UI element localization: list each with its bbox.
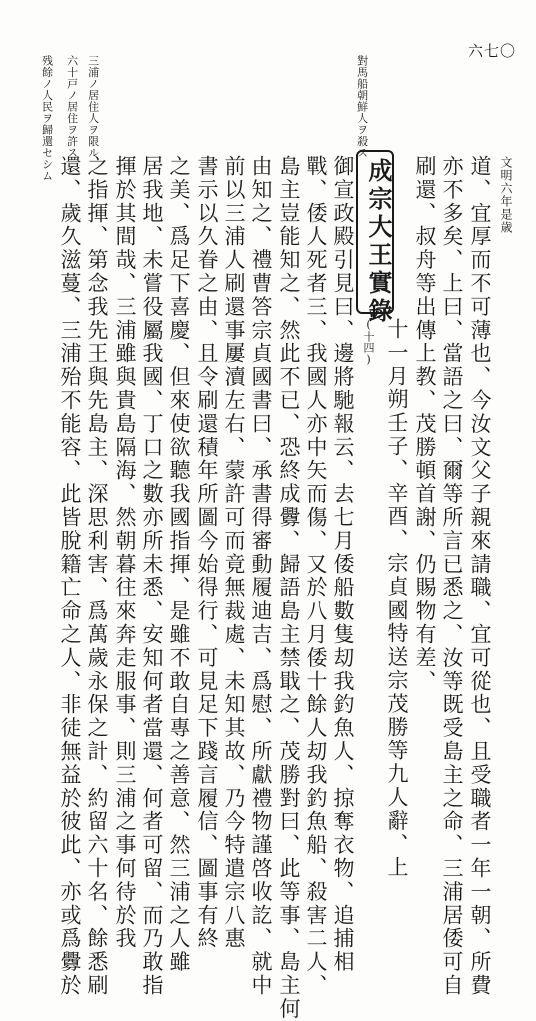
body-column: 十一月朔壬子、辛酉、宗貞國特送宗茂勝等九人辭、上 bbox=[385, 318, 409, 880]
page-number: 六七〇 bbox=[468, 42, 517, 60]
body-column: 島主豈能知之、然此不已、恐終成釁、歸語島主禁戢之、茂勝對曰、此等事、島主何 bbox=[277, 155, 301, 1021]
body-column: 揮於其間哉、三浦雖與貴島隔海、然朝暮往來奔走服事、則三浦之事何待於我 bbox=[113, 155, 137, 951]
shiroku-heading: 成宗大王實錄 bbox=[364, 158, 393, 326]
header-title: 文明六年是歳 bbox=[499, 156, 513, 234]
body-column: 御宣政殿引見曰、邊將馳報云、去七月倭船數隻刧我釣魚人、掠奪衣物、追捕相 bbox=[331, 155, 355, 974]
body-column: 之指揮、第念我先王與先島主、深思利害、爲萬歲永保之計、約留六十名、餘悉刷 bbox=[85, 155, 109, 998]
body-column: 還、歲久滋蔓、三浦殆不能容、此皆脫籍亡命之人、非徒無益於彼此、亦或爲釁於 bbox=[58, 155, 82, 998]
body-column: 戰、倭人死者三、我國人亦中矢而傷、又於八月倭十餘人刧我釣魚船、殺害二人、 bbox=[304, 155, 328, 998]
margin-note: 對馬船朝鮮人ヲ殺ス bbox=[355, 55, 369, 159]
body-column: 刷還、叔舟等出傳上教、茂勝頓首謝、仍賜物有差、 bbox=[413, 155, 437, 694]
margin-note: 三浦ノ居住人ヲ限ル bbox=[86, 55, 100, 159]
body-column: 前以三浦人刷還事屢瀆左右、蒙許可而竟無裁處、未知其故、乃今特遣宗八惠 bbox=[222, 155, 246, 951]
body-column: 書示以久眷之由、且令刷還積年所圖今始得行、可見足下踐言履信、圖事有終 bbox=[195, 155, 219, 951]
volume-note: (十四) bbox=[362, 318, 375, 366]
body-column: 道、宜厚而不可薄也、今汝文父子親來請職、宜可從也、且受職者一年一朝、所費 bbox=[468, 155, 492, 998]
body-column: 居我地、未嘗役屬我國、丁口之數亦所未悉、安知何者當還、何者可留、而乃敢指 bbox=[140, 155, 164, 998]
margin-note: 残餘ノ人民ヲ歸還セシム bbox=[40, 55, 54, 182]
body-column: 之美、爲足下喜慶、但來使欲聽我國指揮、是雖不敢自專之善意、然三浦之人雖 bbox=[167, 155, 191, 974]
body-column: 由知之、禮曹答宗貞國書曰、承書得審動履迪吉、爲慰、所獻禮物謹啓收訖、就中 bbox=[249, 155, 273, 998]
body-column: 亦不多矣、上曰、當語之曰、爾等所言已悉之、汝等既受島主之命、三浦居倭可自 bbox=[440, 155, 464, 998]
margin-note: 六十戸ノ居住ヲ許ス bbox=[65, 55, 79, 159]
